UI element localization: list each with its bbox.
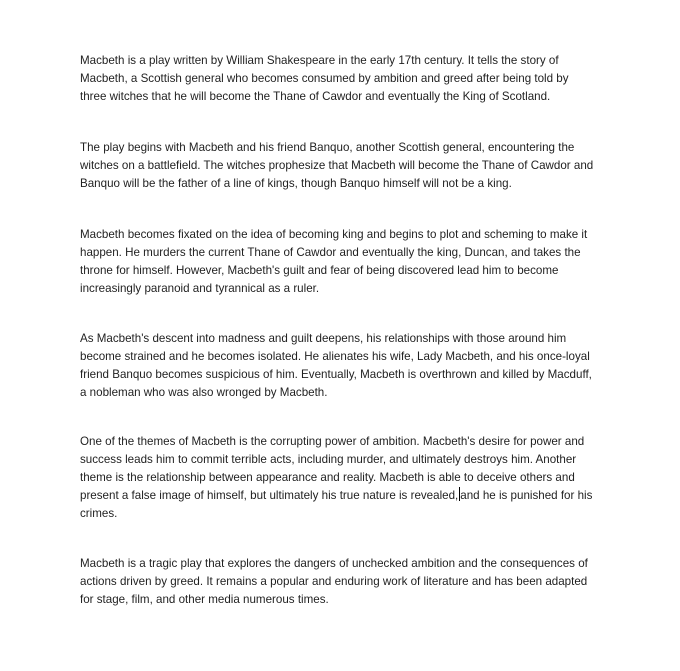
text-line: increasingly paranoid and tyrannical as a ruler. [80,282,320,295]
text-line: success leads him to commit terrible acts, including murder, and ultimately destroys him. Another [80,453,577,466]
text-line: a nobleman who was also wronged by Macbeth. [80,386,328,399]
text-after-caret: and he is punished for his [460,489,593,502]
text-line: for stage, film, and other media numerous times. [80,593,329,606]
text-line-with-caret [80,487,625,505]
text-line: three witches that he will become the Thane of Cawdor and eventually the King of Scotland. [80,90,551,103]
text-line: Macbeth, a Scottish general who becomes consumed by ambition and greed after being told by [80,72,569,85]
text-line: become strained and he becomes isolated. He alienates his wife, Lady Macbeth, and his once-loyal [80,350,590,363]
text-line: Banquo will be the father of a line of kings, though Banquo himself will not be a king. [80,177,512,190]
text-line: As Macbeth's descent into madness and guilt deepens, his relationships with those around him [80,332,567,345]
paragraph-6[interactable] [80,555,625,609]
text-line: Macbeth becomes fixated on the idea of becoming king and begins to plot and scheming to make it [80,228,588,241]
paragraph-5[interactable] [80,433,625,523]
paragraph-3[interactable] [80,226,625,298]
text-line: actions driven by greed. It remains a popular and enduring work of literature and has been adapted [80,575,588,588]
text-line: One of the themes of Macbeth is the corrupting power of ambition. Macbeth's desire for power and [80,435,585,448]
paragraph-4[interactable] [80,330,625,402]
text-line: happen. He murders the current Thane of Cawdor and eventually the king, Duncan, and takes the [80,246,581,259]
text-line: witches on a battlefield. The witches prophesize that Macbeth will become the Thane of Cawdor and [80,159,594,172]
text-line: theme is the relationship between appearance and reality. Macbeth is able to deceive others and [80,471,575,484]
text-line: The play begins with Macbeth and his friend Banquo, another Scottish general, encountering the [80,141,575,154]
text-line: crimes. [80,507,118,520]
paragraph-1[interactable] [80,52,625,106]
text-line: friend Banquo becomes suspicious of him. Eventually, Macbeth is overthrown and killed by Macduff, [80,368,592,381]
text-line: throne for himself. However, Macbeth's guilt and fear of being discovered lead him to become [80,264,559,277]
paragraph-2[interactable] [80,139,625,193]
text-line: Macbeth is a play written by William Shakespeare in the early 17th century. It tells the story of [80,54,559,67]
text-line: Macbeth is a tragic play that explores the dangers of unchecked ambition and the consequences of [80,557,588,570]
text-before-caret: present a false image of himself, but ultimately his true nature is revealed, [80,489,459,502]
